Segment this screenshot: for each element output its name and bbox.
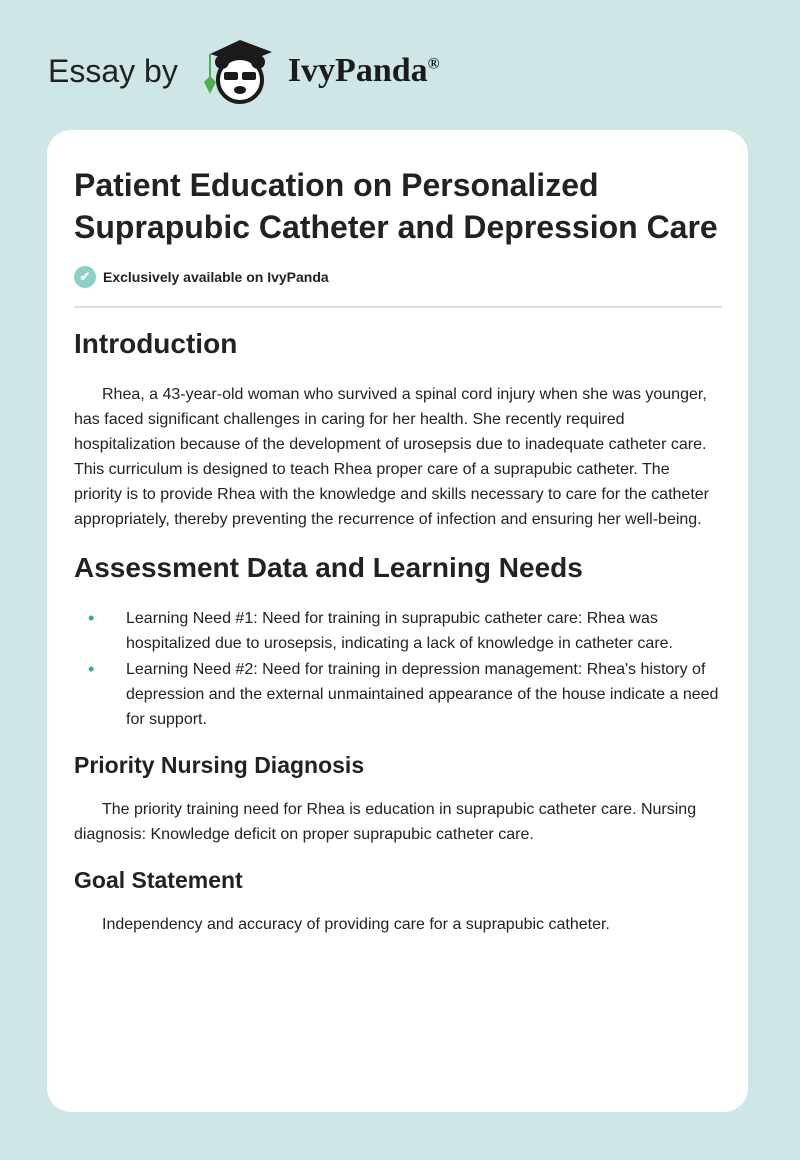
section-heading: Assessment Data and Learning Needs [74, 552, 583, 583]
learning-needs-list [74, 606, 722, 732]
list-item: • Learning Need #2: Need for training in depression management: Rhea's history of depression and the external unmaintained appearance of the house indicate a need for support. [126, 657, 722, 732]
brand-name: IvyPanda® [287, 52, 440, 89]
essay-card [47, 130, 748, 1112]
subsection-heading: Goal Statement [74, 867, 243, 893]
divider [74, 306, 722, 308]
paragraph: The priority training need for Rhea is education in suprapubic catheter care. Nursing diagnosis: Knowledge deficit on proper suprapubic catheter care. [74, 801, 697, 843]
site-header [48, 36, 440, 106]
exclusive-badge: ✔ Exclusively available on IvyPanda [74, 266, 722, 288]
paragraph: Independency and accuracy of providing care for a suprapubic catheter. [102, 916, 610, 933]
essay-by-label: Essay by [48, 52, 178, 89]
ivypanda-logo-icon[interactable] [196, 36, 280, 106]
subsection-heading: Priority Nursing Diagnosis [74, 752, 365, 778]
list-item: • Learning Need #1: Need for training in suprapubic catheter care: Rhea was hospitalized due to urosepsis, indicating a lack of knowledge in catheter care. [126, 606, 722, 656]
paragraph: Rhea, a 43-year-old woman who survived a spinal cord injury when she was younger, has faced significant challenges in caring for her health. She recently required hospitalization because of the development of urosepsis due to inadequate catheter care. This curriculum is designed to teach Rhea proper care of a suprapubic catheter. The priority is to provide Rhea with the knowledge and skills necessary to care for the catheter appropriately, thereby preventing the recurrence of infection and ensuring her well-being. [74, 386, 709, 528]
section-heading: Introduction [74, 328, 238, 359]
page-title: Patient Education on Personalized Suprapubic Catheter and Depression Care [74, 167, 718, 245]
check-icon: ✔ [74, 266, 96, 288]
